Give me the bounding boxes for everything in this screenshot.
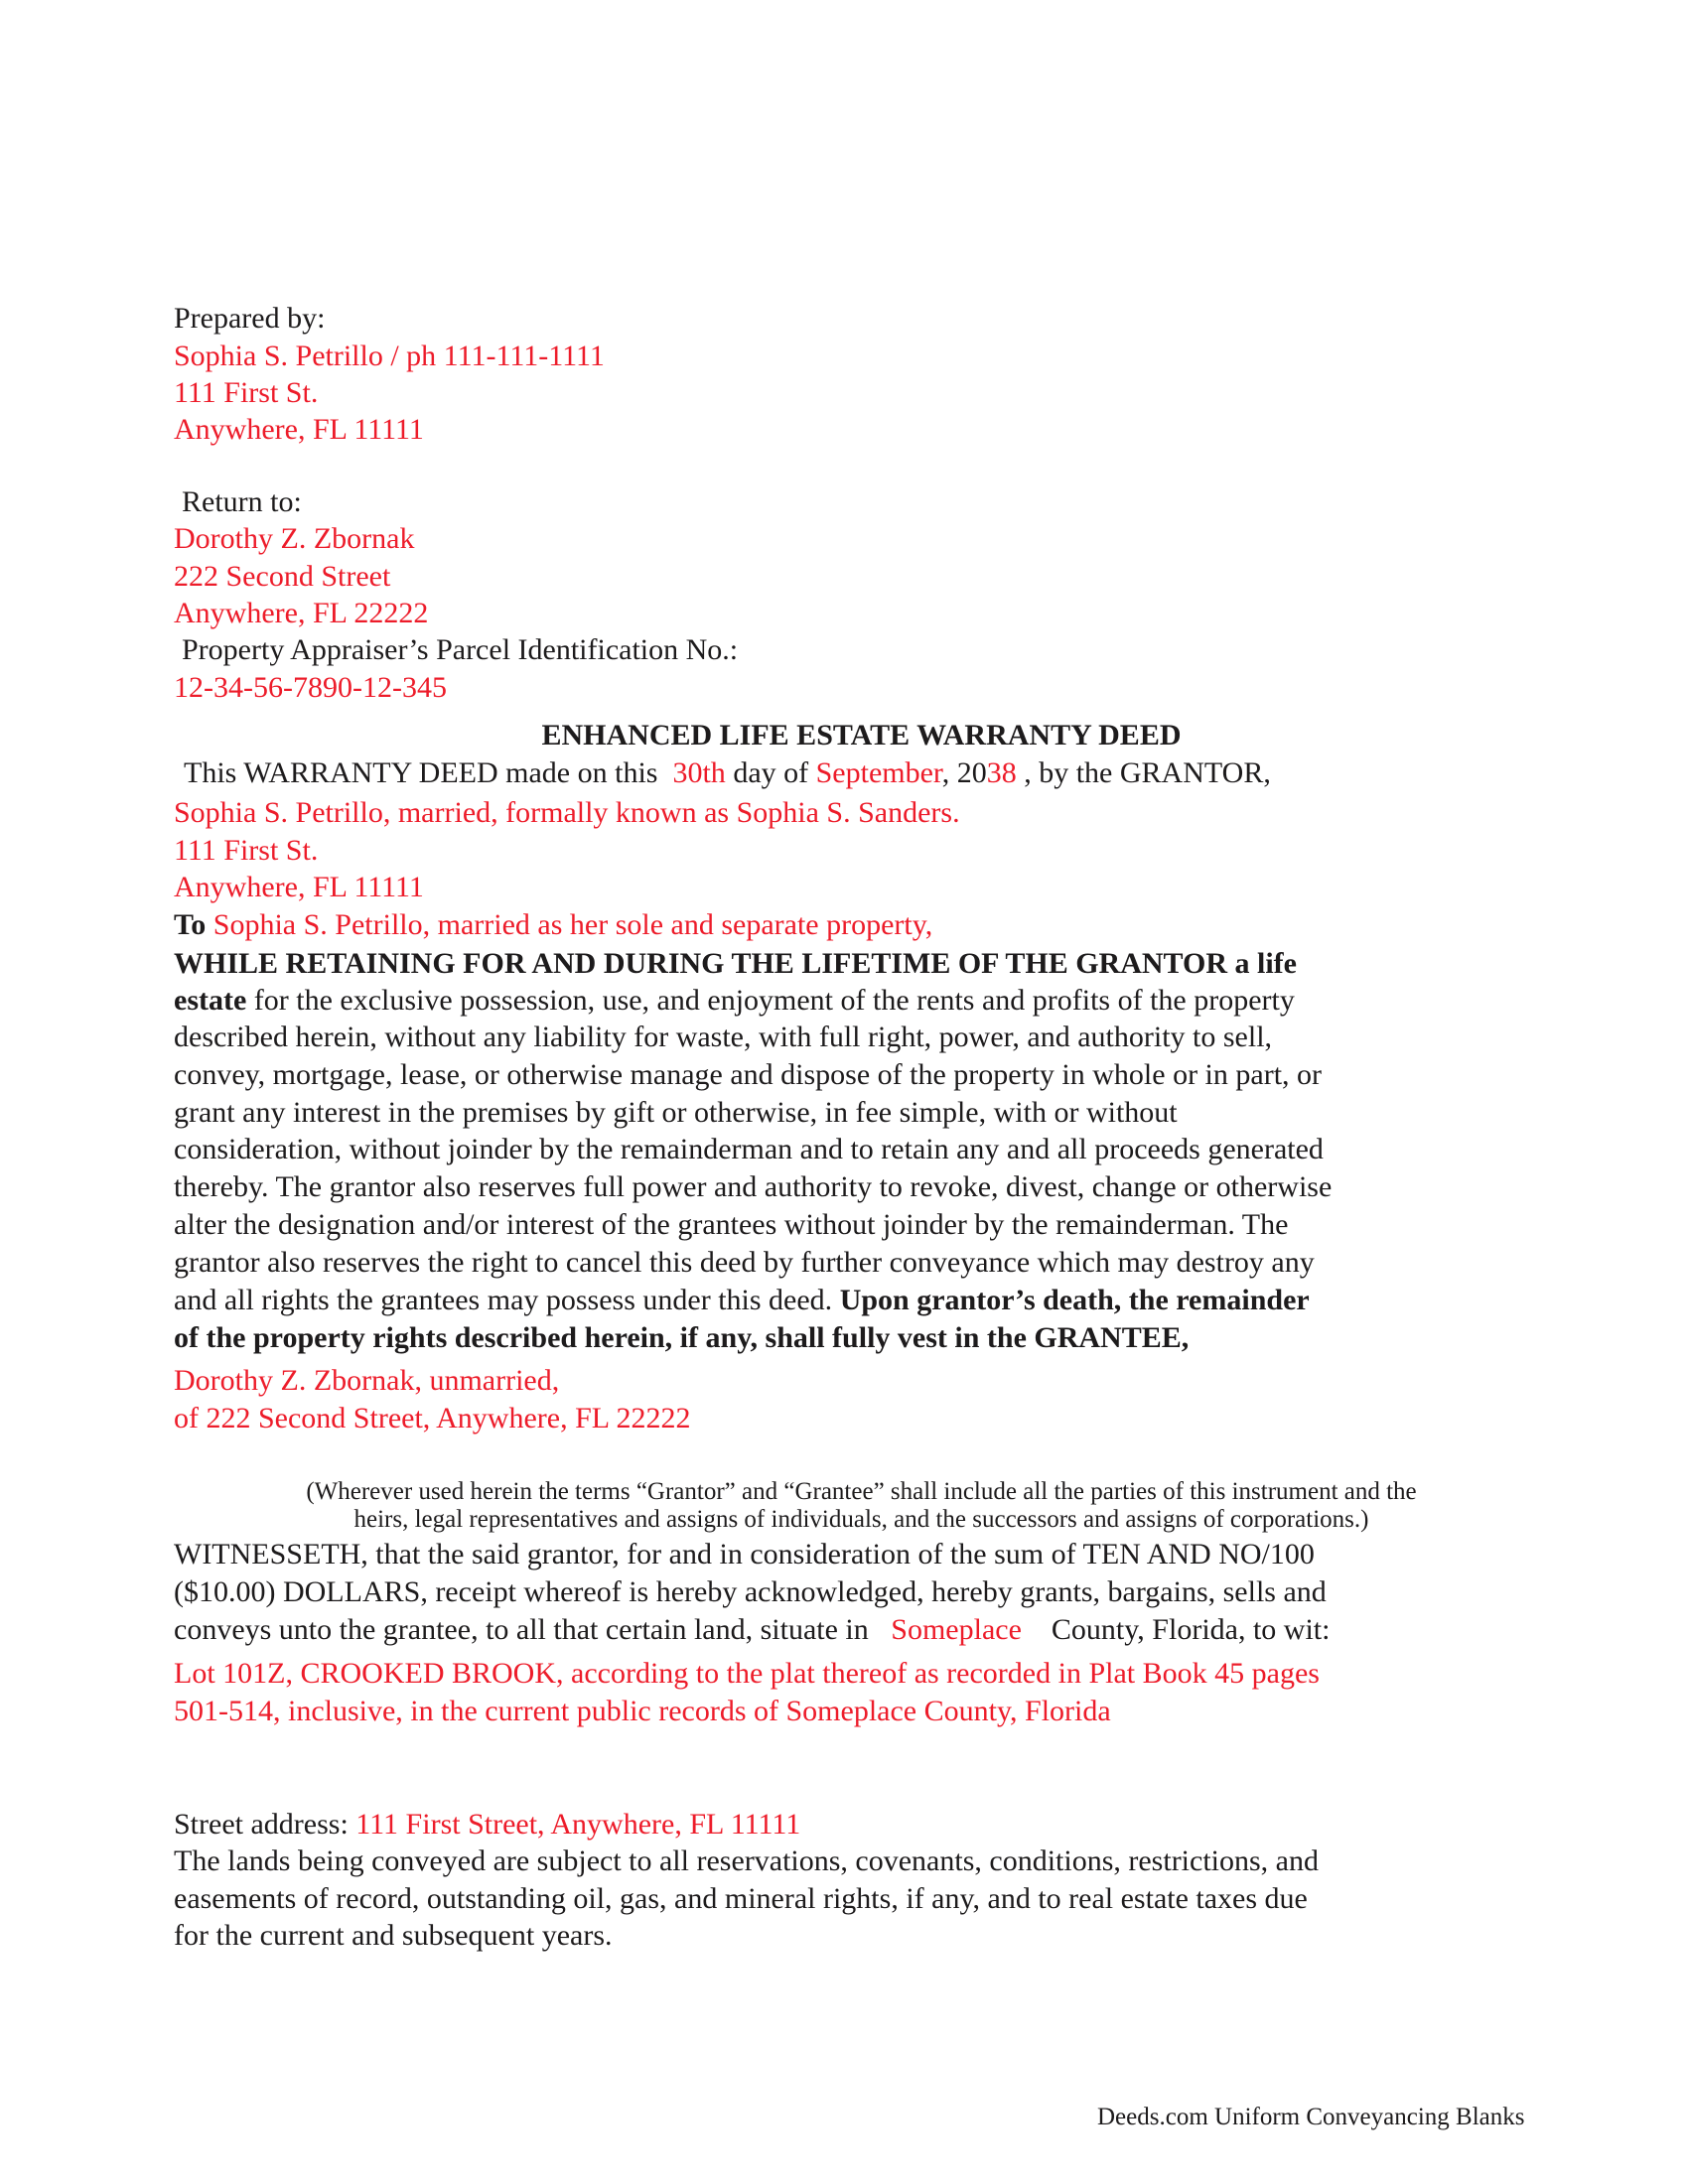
return-name xyxy=(174,520,1549,557)
legal-description-line xyxy=(174,1655,1549,1692)
subject-to-line xyxy=(174,1917,1549,1954)
preprinted-text-segment: grant any interest in the premises by gift or otherwise, in fee simple, with or without xyxy=(174,1096,1178,1129)
filled-in-text-segment: 38 xyxy=(986,756,1017,789)
deed-body-line xyxy=(174,945,1549,982)
deed-body-line xyxy=(174,1244,1549,1281)
filled-in-text-segment: Anywhere, FL 11111 xyxy=(174,413,424,446)
preprinted-text-segment: Upon grantor’s death, the remainder xyxy=(839,1284,1310,1316)
preprinted-text-segment: heirs, legal representatives and assigns of individuals, and the successors and assigns of corporations.) xyxy=(353,1506,1369,1533)
witnesseth-line xyxy=(174,1536,1549,1572)
parenthetical-line xyxy=(174,1477,1549,1506)
filled-in-text-segment: Anywhere, FL 11111 xyxy=(174,871,424,903)
preprinted-text-segment: consideration, without joinder by the remainderman and to retain any and all proceeds generated xyxy=(174,1133,1324,1165)
filled-in-text-segment: 111 First Street, Anywhere, FL 11111 xyxy=(355,1808,801,1841)
filled-in-text-segment: Sophia S. Petrillo, married, formally known as Sophia S. Sanders. xyxy=(174,796,960,829)
deed-body-line xyxy=(174,1282,1549,1318)
preprinted-text-segment: , 20 xyxy=(941,756,987,789)
deed-body-line xyxy=(174,1094,1549,1131)
parcel-id-label xyxy=(174,631,1557,668)
preprinted-text-segment: Property Appraiser’s Parcel Identification No.: xyxy=(182,633,739,666)
preparer-street xyxy=(174,374,1549,411)
return-city xyxy=(174,595,1549,631)
preprinted-text-segment: grantor also reserves the right to cancel this deed by further conveyance which may destroy any xyxy=(174,1246,1315,1279)
filled-in-text-segment: September xyxy=(815,756,942,789)
filled-in-text-segment: Sophia S. Petrillo, married as her sole and separate property, xyxy=(212,908,933,941)
deed-title xyxy=(174,717,1549,753)
subject-to-line xyxy=(174,1843,1549,1879)
deed-body-line xyxy=(174,1019,1549,1055)
preprinted-text-segment: Street address: xyxy=(174,1808,356,1841)
preparer-city xyxy=(174,411,1549,448)
grantee-name xyxy=(174,1362,1549,1399)
preprinted-text-segment: County, Florida, to wit: xyxy=(1021,1613,1331,1646)
parcel-id-value xyxy=(174,669,1549,706)
grantor-name xyxy=(174,794,1549,831)
filled-in-text-segment: Someplace xyxy=(891,1613,1022,1646)
filled-in-text-segment: 111 First St. xyxy=(174,376,319,409)
deed-body-line xyxy=(174,1131,1549,1167)
preparer-name-phone xyxy=(174,338,1549,374)
filled-in-text-segment: 111 First St. xyxy=(174,834,319,867)
deed-body-line xyxy=(174,1056,1549,1093)
preprinted-text-segment: ($10.00) DOLLARS, receipt whereof is hereby acknowledged, hereby grants, bargains, sells and xyxy=(174,1575,1327,1608)
grantor-city xyxy=(174,869,1549,905)
filled-in-text-segment: Anywhere, FL 22222 xyxy=(174,597,429,629)
preprinted-text-segment: for the current and subsequent years. xyxy=(174,1919,613,1952)
deed-body-line xyxy=(174,1206,1549,1243)
subject-to-line xyxy=(174,1880,1549,1917)
preprinted-text-segment: Return to: xyxy=(182,485,302,518)
filled-in-text-segment: Dorothy Z. Zbornak xyxy=(174,522,415,555)
deed-body-line xyxy=(174,982,1549,1019)
preprinted-text-segment: estate xyxy=(174,984,247,1017)
preprinted-text-segment: for the exclusive possession, use, and enjoyment of the rents and profits of the property xyxy=(246,984,1295,1017)
filled-in-text-segment: Sophia S. Petrillo / ph 111-111-1111 xyxy=(174,340,605,372)
grantor-street xyxy=(174,832,1549,869)
filled-in-text-segment: 222 Second Street xyxy=(174,560,391,593)
parenthetical-line xyxy=(174,1505,1549,1534)
deed-body-line xyxy=(174,1319,1549,1356)
preprinted-text-segment: WITNESSETH, that the said grantor, for and in consideration of the sum of TEN AND NO/100 xyxy=(174,1538,1315,1570)
grantee-address xyxy=(174,1400,1549,1436)
preprinted-text-segment: day of xyxy=(725,756,816,789)
filled-in-text-segment: 501-514, inclusive, in the current public records of Someplace County, Florida xyxy=(174,1695,1111,1727)
return-to-label xyxy=(174,483,1557,520)
preprinted-text-segment: This WARRANTY DEED made on this xyxy=(184,756,673,789)
filled-in-text-segment: 30th xyxy=(672,756,726,789)
preprinted-text-segment: The lands being conveyed are subject to all reservations, covenants, conditions, restrictions, and xyxy=(174,1844,1319,1877)
preprinted-text-segment: thereby. The grantor also reserves full power and authority to revoke, divest, change or otherwise xyxy=(174,1170,1333,1203)
preprinted-text-segment: and all rights the grantees may possess under this deed. xyxy=(174,1284,840,1316)
preprinted-text-segment: ENHANCED LIFE ESTATE WARRANTY DEED xyxy=(541,719,1182,751)
preprinted-text-segment: WHILE RETAINING FOR AND DURING THE LIFETIME OF THE GRANTOR a life xyxy=(174,947,1297,980)
filled-in-text-segment: 12-34-56-7890-12-345 xyxy=(174,671,447,704)
deed-intro xyxy=(174,754,1559,791)
footer-brand: Deeds.com Uniform Conveyancing Blanks xyxy=(1097,2104,1525,2130)
return-street xyxy=(174,558,1549,595)
preprinted-text-segment: (Wherever used herein the terms “Grantor” and “Grantee” shall include all the parties of this instrument and the xyxy=(306,1478,1417,1505)
preprinted-text-segment: conveys unto the grantee, to all that certain land, situate in xyxy=(174,1613,892,1646)
preprinted-text-segment: Prepared by: xyxy=(174,302,326,335)
filled-in-text-segment: of 222 Second Street, Anywhere, FL 22222 xyxy=(174,1402,691,1434)
preprinted-text-segment: of the property rights described herein, if any, shall fully vest in the GRANTEE, xyxy=(174,1321,1190,1354)
witnesseth-line xyxy=(174,1611,1549,1648)
prepared-by-label xyxy=(174,300,1549,337)
deed-body-line xyxy=(174,1168,1549,1205)
preprinted-text-segment: described herein, without any liability for waste, with full right, power, and authority to sell, xyxy=(174,1021,1273,1053)
filled-in-text-segment: Dorothy Z. Zbornak, unmarried, xyxy=(174,1364,560,1397)
preprinted-text-segment: , by the GRANTOR, xyxy=(1016,756,1271,789)
preprinted-text-segment: To xyxy=(174,908,213,941)
filled-in-text-segment: Lot 101Z, CROOKED BROOK, according to the plat thereof as recorded in Plat Book 45 pages xyxy=(174,1657,1320,1690)
preprinted-text-segment: alter the designation and/or interest of the grantees without joinder by the remainderman. The xyxy=(174,1208,1289,1241)
street-address-line xyxy=(174,1806,1549,1843)
preprinted-text-segment: easements of record, outstanding oil, gas, and mineral rights, if any, and to real estate taxes due xyxy=(174,1882,1308,1915)
grantee-to-line xyxy=(174,906,1549,943)
witnesseth-line xyxy=(174,1573,1549,1610)
legal-description-line xyxy=(174,1693,1549,1729)
preprinted-text-segment: convey, mortgage, lease, or otherwise manage and dispose of the property in whole or in part, or xyxy=(174,1058,1323,1091)
